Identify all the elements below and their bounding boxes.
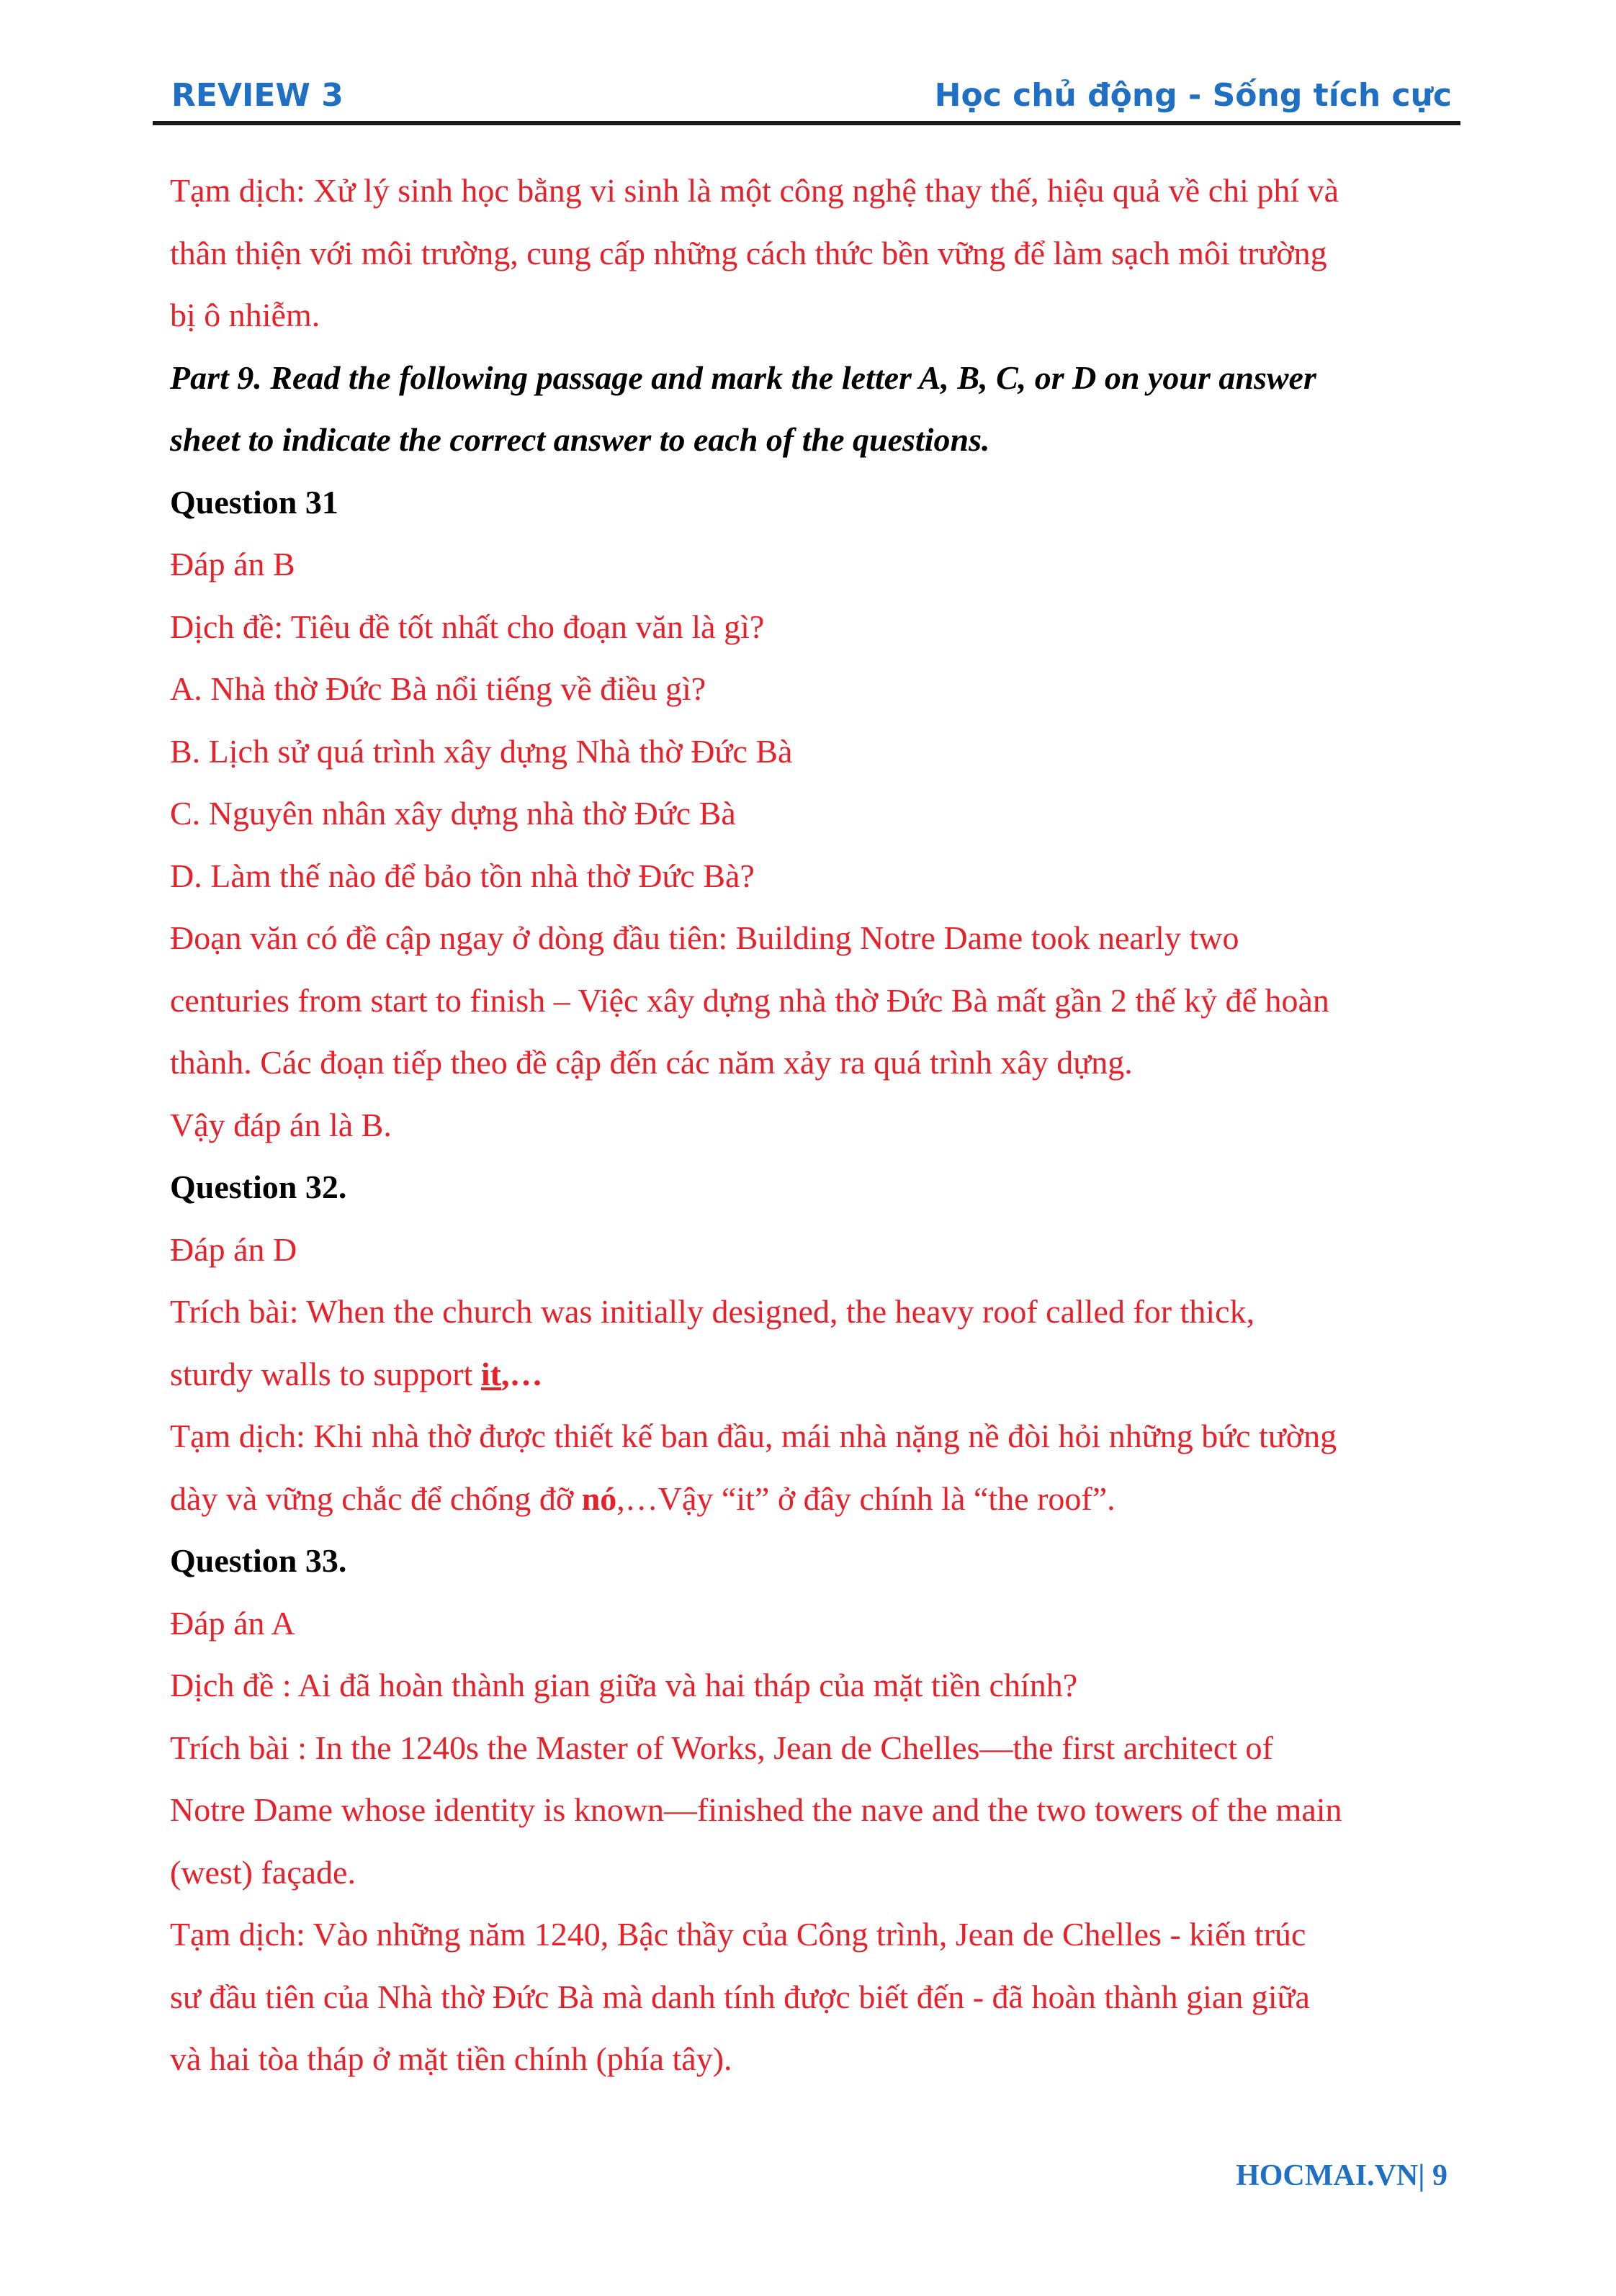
question-31-title: Question 31 [170,483,338,521]
question-32-quote-1: Trích bài: When the church was initially designed, the heavy roof called for thick, [170,1293,1255,1330]
question-32-quote-2-end: ,… [501,1355,543,1392]
question-31-option-c: C. Nguyên nhân xây dựng nhà thờ Đức Bà [170,795,736,832]
header-slogan: Học chủ động - Sống tích cực [934,77,1452,114]
question-32-translation-2-end: ,…Vậy “it” ở đây chính là “the roof”. [616,1480,1116,1517]
question-32-title: Question 32. [170,1169,347,1205]
question-32-quote-2 [170,1343,1459,1406]
intro-line-2: thân thiện với môi trường, cung cấp những cách thức bền vững để làm sạch môi trường [170,234,1327,271]
question-32-translation-1: Tạm dịch: Khi nhà thờ được thiết kế ban đầu, mái nhà nặng nề đòi hỏi những bức tường [170,1418,1337,1454]
question-33-quote-1: Trích bài : In the 1240s the Master of Works, Jean de Chelles—the first architect of [170,1729,1273,1766]
page-header [169,71,1452,121]
question-31-answer: Đáp án B [170,546,295,582]
intro-line-1: Tạm dịch: Xử lý sinh học bằng vi sinh là một công nghệ thay thế, hiệu quả về chi phí và [170,172,1339,209]
document-body [170,160,1459,2091]
header-review-title: REVIEW 3 [171,77,344,114]
question-31-conclusion: Vậy đáp án là B. [170,1106,392,1143]
question-32-quote-2-start: sturdy walls to support [170,1355,481,1392]
question-32-answer: Đáp án D [170,1230,297,1268]
question-33-answer: Đáp án A [170,1604,295,1642]
question-31-explanation-3: thành. Các đoạn tiếp theo đề cập đến các năm xảy ra quá trình xây dựng. [170,1044,1133,1081]
page-footer-number: HOCMAI.VN| 9 [1236,2159,1447,2192]
question-32-translation-2-start: dày và vững chắc để chống đỡ [170,1480,582,1517]
part9-instruction-line-1: Part 9. Read the following passage and mark the letter A, B, C, or D on your answer [170,359,1316,396]
question-32-translation-2 [170,1468,1459,1531]
question-33-translation-2: sư đầu tiên của Nhà thờ Đức Bà mà danh tính được biết đến - đã hoàn thành gian giữa [170,1978,1310,2015]
header-divider [153,121,1460,125]
question-31-option-b: B. Lịch sử quá trình xây dựng Nhà thờ Đức Bà [170,732,793,770]
question-33-quote-2: Notre Dame whose identity is known—finished the nave and the two towers of the main [170,1791,1342,1828]
question-33-translation-3: và hai tòa tháp ở mặt tiền chính (phía tây). [170,2040,732,2077]
question-33-translation-1: Tạm dịch: Vào những năm 1240, Bậc thầy của Công trình, Jean de Chelles - kiến trúc [170,1916,1306,1953]
highlighted-word-no: nó [581,1480,617,1517]
question-33-prompt: Dịch đề : Ai đã hoàn thành gian giữa và hai tháp của mặt tiền chính? [170,1667,1078,1703]
question-31-explanation-2: centuries from start to finish – Việc xây dựng nhà thờ Đức Bà mất gần 2 thế kỷ để hoàn [170,981,1329,1019]
question-31-option-a: A. Nhà thờ Đức Bà nổi tiếng về điều gì? [170,670,706,707]
question-31-prompt: Dịch đề: Tiêu đề tốt nhất cho đoạn văn là gì? [170,608,765,645]
question-33-quote-3: (west) façade. [170,1853,356,1891]
highlighted-word-it: it [480,1355,501,1392]
question-33-title: Question 33. [170,1542,347,1579]
part9-instruction-line-2: sheet to indicate the correct answer to each of the questions. [170,421,990,458]
question-31-option-d: D. Làm thế nào để bảo tồn nhà thờ Đức Bà? [170,857,755,894]
intro-line-3: bị ô nhiễm. [170,297,320,333]
question-31-explanation-1: Đoạn văn có đề cập ngay ở dòng đầu tiên: Building Notre Dame took nearly two [170,919,1239,956]
